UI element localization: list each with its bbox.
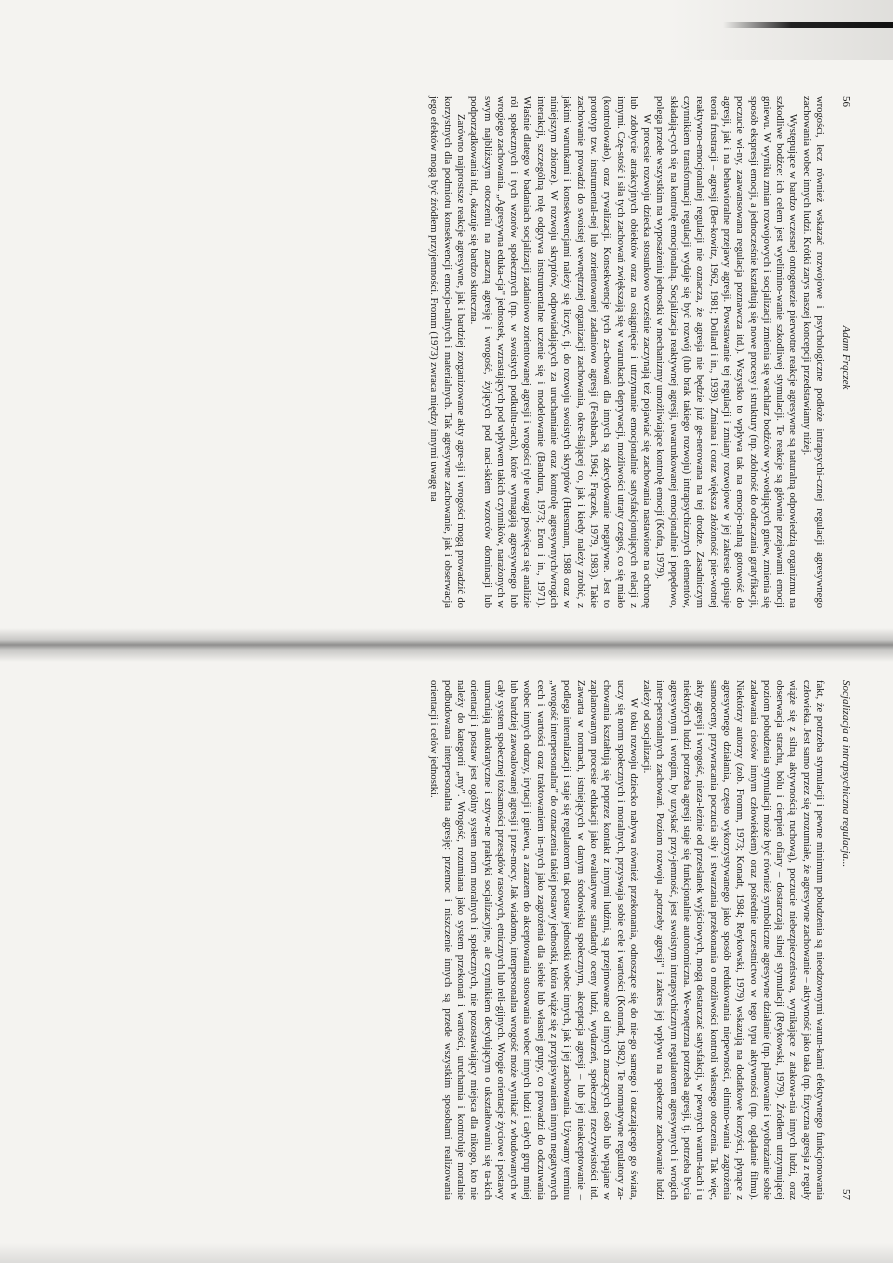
page-body — [427, 96, 826, 608]
paragraph: W toku rozwoju dziecko nabywa również przekonania, odnoszące się do nie-go samego i otaczającego go świata, uczy się norm społecznych i moralnych, przyswaja sobie cele i wartości (Konradt, 1982). Te normatywne regulatory za-chowania kształtują się poprzez kontakt z innymi ludźmi, są przejmowane od innych znaczących osób lub wpajane w zaplanowanym procesie edukacji jako ewaluatywne standardy oceny ludzi, wydarzeń, społecznej rzeczywistości itd. Zawarta w normach, istniejących w danym środowisku społecznym, akceptacja agresji – lub jej nieakceptowanie – podlega internalizacji i staje się regulatorem tak postaw jednostki wobec innych, jak i jej zachowania. Używamy terminu „wrogość interpersonalna" do oznaczenia takiej postawy jednostki, która wiąże się z przypisywaniem innym negatywnych cech i wartości oraz traktowaniem in-nych jako zagrożenia dla siebie lub własnej grupy, co prowadzi do odczuwania wobec innych odrazy, irytacji i gniewu, a zarazem do akceptowania stosowania wobec innych ludzi i całych grup mniej lub bardziej zawoalowanej agresji i prze-mocy. Jak wiadomo, interpersonalna wrogość może wynikać z wbudowanych w cały system społecznej tożsamości przesądów rasowych, etnicznych lub reli-gijnych. Wrogie orientacje życiowe i postawy umacniają autokratyczne i sztyw-ne praktyki socjalizacyjne, ale czynnikiem decydującym o ukształtowaniu się ta-kich orientacji i postaw jest ogólny system norm moralnych i społecznych, nie pozostawiający miejsca dla nikogo, kto nie należy do kategorii „my". Wrogość, rozumiana jako system przekonań i wartości, uruchamia i kontroluje moralnie podbudowana interpersonalna agresję: przemoc i niszczenie innych są przede wszystkim sposobami realizowania orientacji i celów jednostki. — [428, 680, 639, 1200]
page-56 — [30, 96, 852, 608]
page-body — [427, 680, 826, 1200]
paragraph: Zarówno najprostsze reakcje agresywne, jak i bardziej zorganizowane akty agre-sji i wrogości mogą prowadzić do korzystnych dla podmiotu konsekwencji emocjo-nalnych i materialnych. Tak agresywne zachowanie, jak i obserwacja jego efektów mogą być źródłem przyjemności. Fromm (1973) zwraca między innymi uwagę na — [428, 96, 466, 608]
scan-shadow-top — [0, 0, 893, 60]
page-number: 56 — [840, 96, 852, 107]
scan-artifact-line — [723, 22, 893, 28]
running-head — [840, 680, 852, 1200]
scan-shadow-bottom — [0, 1243, 893, 1263]
page-57 — [30, 680, 852, 1200]
paragraph: wrogości, lecz również wskazać rozwojowe i psychologiczne podłoże intrapsychi-cznej regulacji agresywnego zachowania wobec innych ludzi. Krótki zarys naszej koncepcji przedstawiamy niżej. — [800, 96, 825, 608]
paragraph: W procesie rozwoju dziecka stosunkowo wcześnie zaczynają też pojawiać się zachowania nastawione na ochronę lub zdobycie atrakcyjnych obiektów oraz na osiągnięcie i utrzymanie emocjonalnie satysfakcjonujących relacji z innymi. Czę-stość i siła tych zachowań zwiększają się w warunkach deprywacji, możliwości utraty czegoś, co się miało (kontrolowało), oraz rywalizacji. Konsekwencje tych za-chowań dla innych są zdecydowanie negatywne. Jest to prototyp tzw. instrumental-nej lub zorientowanej zadaniowo agresji (Feshbach, 1964; Frączek, 1979, 1983). Takie zachowanie prowadzi do swoistej wewnętrznej organizacji zachowania, okre-ślającej co, jak i kiedy należy zrobić, z jakimi warunkami i konsekwencjami należy się liczyć, tj. do rozwoju swoistych skryptów (Huesmann, 1988 oraz w niniejszym zbiorze). W rozwoju skryptów, odpowiadających za uruchamianie oraz kontrolę agresywnych/wrogich interakcji, szczególną rolę odgrywa instrumentalne uczenie się i modelowanie (Bandura, 1973; Eron i in., 1971). Właśnie dlatego w badaniach socjalizacji zadaniowo zorientowanej agresji i wrogości tyle uwagi poświęca się analizie ról społecznych i tych wzorów społecznych (np. w swoistych podkultu-rach), które wymagają agresywnego lub wrogiego zachowania. „Agresywna eduka-cja" jednostek, wzrastających pod wpływem takich czynników, narażonych w swym najbliższym otoczeniu na znaczną agresję i wrogość, żyjących pod naci-skiem wzorców dominacji lub podporządkowania itd., okazuje się bardzo skuteczna. — [468, 96, 653, 608]
page-number: 57 — [840, 1189, 852, 1200]
paragraph: Występujące w bardzo wczesnej ontogenezie pierwotne reakcje agresywne są naturalną odpowiedzią organizmu na szkodliwe bodźce: ich celem jest wyelimino-wanie szkodliwej stymulacji. Te reakcje są głównie przejawami emocji gniewu. W wyniku zmian rozwojowych i socjalizacji zmienia się wachlarz bodźców wy-wołujących gniew, zmienia się sposób ekspresji emocji, a jednocześnie kształtują się nowe procesy i struktury (np. zdolność do odraczania gratyfikacji, poczucie wi-ny, zaawansowana regulacja poznawcza itd.). Wszystko to wpływa tak na emocjo-nalną gotowość do agresji, jak i na behawioralne przejawy agresji. Powstawanie tej regulacji i zmiany rozwojowe w jej zakresie opisuje teoria frustracji – agresji (Ber-kowitz, 1962, 1981; Dollard i in., 1939). Zmiana i coraz większa złożoność pier-wotnej reaktywno-emocjonalnej regulacji nie oznacza, że agresja nie będzie już ge-nerowana na tej drodze. Zasadniczym czynnikiem transformacji regulacji wydaje się być rozwój (lub brak takiego rozwoju) intrapsychicznych elementów, składają-cych się na kontrolę emocjonalną. Socjalizacja reaktywnej agresji, uwarunkowanej emocjonalnie i popędowo, polega przede wszystkim na wyposażeniu jednostki w mechanizmy umożliwiające kontrolę emocji (Kofta, 1979). — [654, 96, 799, 608]
running-head-title: Socjalizacja a intrapsychiczna regulacja... — [840, 680, 852, 868]
paragraph: fakt, że potrzeba stymulacji i pewne minimum pobudzenia są nieodzownymi warun-kami efektywnego funkcjonowania człowieka. Jest samo przez się zrozumiałe, że agresywne zachowanie – aktywność jako taka (np. fizyczna agresja z reguły wiąże się z silną aktywnością ruchową), poczucie niebezpieczeństwa, wynikające z atakowa-nia innych ludzi, oraz obserwacja strachu, bólu i cierpień ofiary – dostarczają silnej stymulacji (Reykowski, 1979). Źródłem utrzymującej poziom pobudzenia stymulacji może być również symboliczne agresywne działanie (np. planowanie i wyobrażanie sobie zadawania ciosów innym człowiekiem) oraz pośrednie uczestnictwo w tego typu aktywności (np. oglądanie filmu). Niektórzy autorzy (zob. Fromm, 1973; Konadt, 1984; Reykowski, 1979) wskazują na dodatkowe korzyści, płynące z agresywnego działania, często wykorzystywanego jako sposób redukowania niepewności, elimino-wania zagrożenia samooceny, przywracania poczucia siły i stwarzania przekonania o możliwości kontroli własnego otoczenia. Tak więc, akty agresji i wrogość, nieza-leżnie od przesłanek wyjściowych, mogą dostarczać satysfakcji, w pewnych warun-kach i u niektórych ludzi potrzeba agresji staje się funkcjonalnie autonomiczna. We-wnętrzna potrzeba agresji, tj. potrzeba bycia agresywnym i wrogim, by uzyskać przy-jemność, jest swoistym intrapsychicznym regulatorem agresywnych i wrogich inter-personalnych zachowań. Poziom rozwoju „potrzeby agresji" i zakres jej wpływu na społeczne zachowanie ludzi zależy od socjalizacji. — [641, 680, 825, 1200]
running-head-author: Adam Frączek — [840, 325, 852, 390]
running-head — [840, 96, 852, 608]
book-gutter-shadow — [0, 628, 893, 662]
